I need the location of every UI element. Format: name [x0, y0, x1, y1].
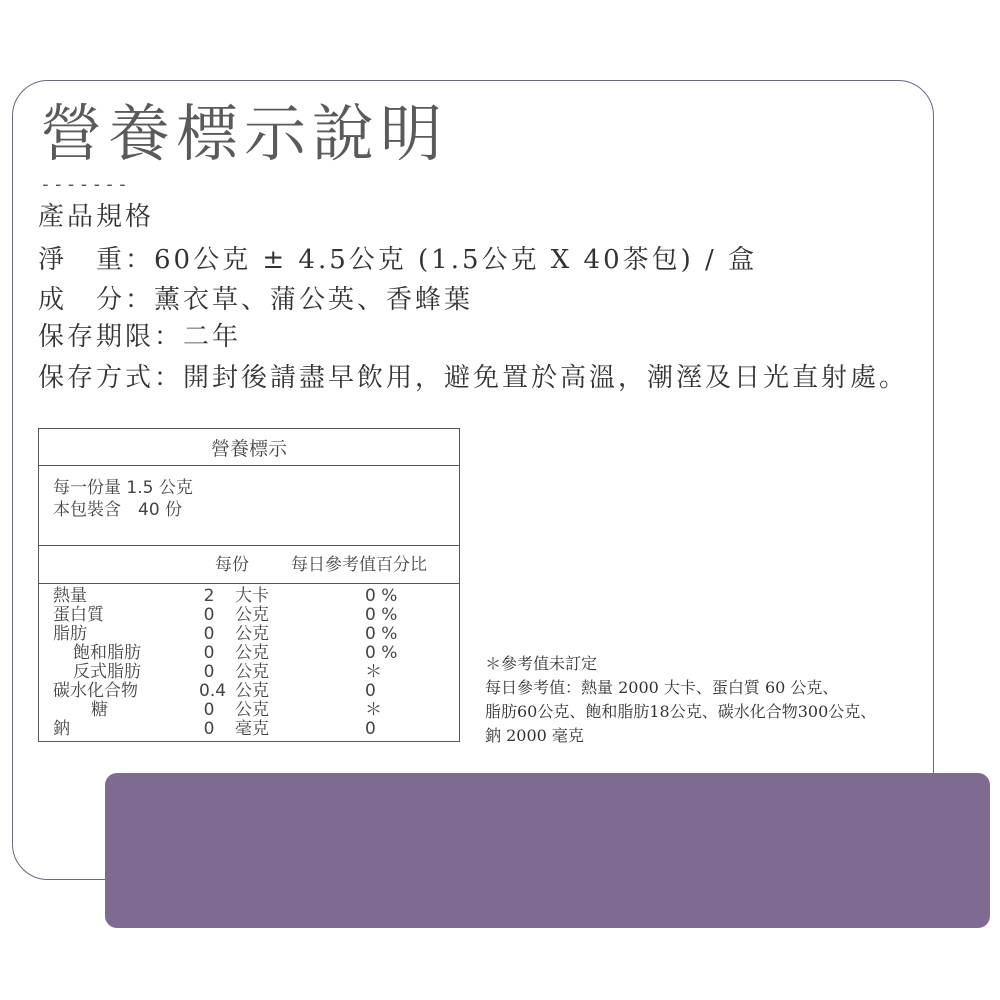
spec-heading: 產品規格 [38, 202, 155, 232]
nutrient-pct: 0 % [365, 643, 398, 663]
spec-storage [38, 361, 908, 395]
table-row [39, 644, 459, 663]
nutrition-header [39, 545, 459, 584]
serving-info [39, 465, 459, 546]
spec-shelf-life [38, 320, 241, 354]
ingredients-label: 成 分： [38, 285, 155, 315]
purple-band [105, 773, 990, 928]
nutrient-name: 飽和脂肪 [73, 643, 141, 663]
table-row [39, 701, 459, 720]
nutrient-unit: 公克 [235, 624, 269, 644]
page-title: 營養標示說明 [40, 97, 449, 170]
net-weight-label: 淨 重： [38, 245, 155, 275]
col-per-serving: 每份 [215, 555, 249, 575]
nutrient-pct: 0 [365, 719, 376, 739]
nutrient-pct: 0 % [365, 605, 398, 625]
nutrition-caption: 營養標示 [39, 429, 459, 466]
nutrient-pct: ＊ [365, 662, 382, 682]
nutrient-amount: 0 [203, 719, 215, 739]
table-row [39, 663, 459, 682]
table-row [39, 625, 459, 644]
shelf-life-label: 保存期限： [38, 322, 184, 352]
nutrient-pct: 0 [365, 681, 376, 701]
nutrition-table [38, 428, 460, 742]
nutrient-unit: 公克 [235, 643, 269, 663]
nutrient-name: 反式脂肪 [73, 662, 141, 682]
spec-net-weight [38, 243, 757, 277]
nutrient-unit: 公克 [235, 681, 269, 701]
nutrient-unit: 公克 [235, 662, 269, 682]
col-daily-pct: 每日參考值百分比 [291, 555, 427, 575]
note-daily-ref-1: 每日參考值：熱量 2000 大卡、蛋白質 60 公克、 [485, 678, 839, 697]
nutrient-amount: 0 [203, 700, 215, 720]
nutrient-name: 碳水化合物 [53, 681, 138, 701]
table-row [39, 682, 459, 701]
ingredients-value: 薰衣草、蒲公英、香蜂葉 [154, 285, 474, 315]
serving-size: 每一份量 1.5 公克 [53, 478, 193, 498]
table-row [39, 587, 459, 606]
nutrient-amount: 0 [203, 624, 215, 644]
title-divider: ------- [40, 174, 130, 195]
servings-per-pack: 本包裝含 40 份 [53, 500, 183, 520]
nutrient-name: 脂肪 [53, 624, 87, 644]
nutrient-amount: 0 [203, 643, 215, 663]
storage-label: 保存方式： [38, 363, 184, 393]
nutrient-pct: ＊ [365, 700, 382, 720]
note-undefined: ＊參考值未訂定 [485, 654, 598, 673]
nutrient-pct: 0 % [365, 586, 398, 606]
shelf-life-value: 二年 [183, 322, 242, 352]
nutrient-name: 鈉 [53, 719, 70, 739]
nutrient-amount: 0.4 [199, 681, 227, 701]
nutrient-name: 蛋白質 [53, 605, 104, 625]
nutrient-unit: 公克 [235, 700, 269, 720]
nutrient-name: 糖 [91, 700, 108, 720]
storage-value: 開封後請盡早飲用，避免置於高溫，潮溼及日光直射處。 [183, 363, 909, 393]
net-weight-value: 60公克 ± 4.5公克 (1.5公克 X 40茶包) / 盒 [154, 245, 758, 275]
nutrient-unit: 公克 [235, 605, 269, 625]
nutrient-amount: 2 [203, 586, 215, 606]
note-daily-ref-2: 脂肪60公克、飽和脂肪18公克、碳水化合物300公克、 [485, 702, 877, 721]
spec-ingredients [38, 283, 473, 317]
nutrient-amount: 0 [203, 605, 215, 625]
nutrient-name: 熱量 [53, 586, 87, 606]
nutrient-pct: 0 % [365, 624, 398, 644]
table-row [39, 606, 459, 625]
nutrient-amount: 0 [203, 662, 215, 682]
table-row [39, 720, 459, 739]
nutrient-unit: 大卡 [235, 586, 269, 606]
nutrient-unit: 毫克 [235, 719, 269, 739]
note-daily-ref-3: 鈉 2000 毫克 [485, 726, 584, 745]
